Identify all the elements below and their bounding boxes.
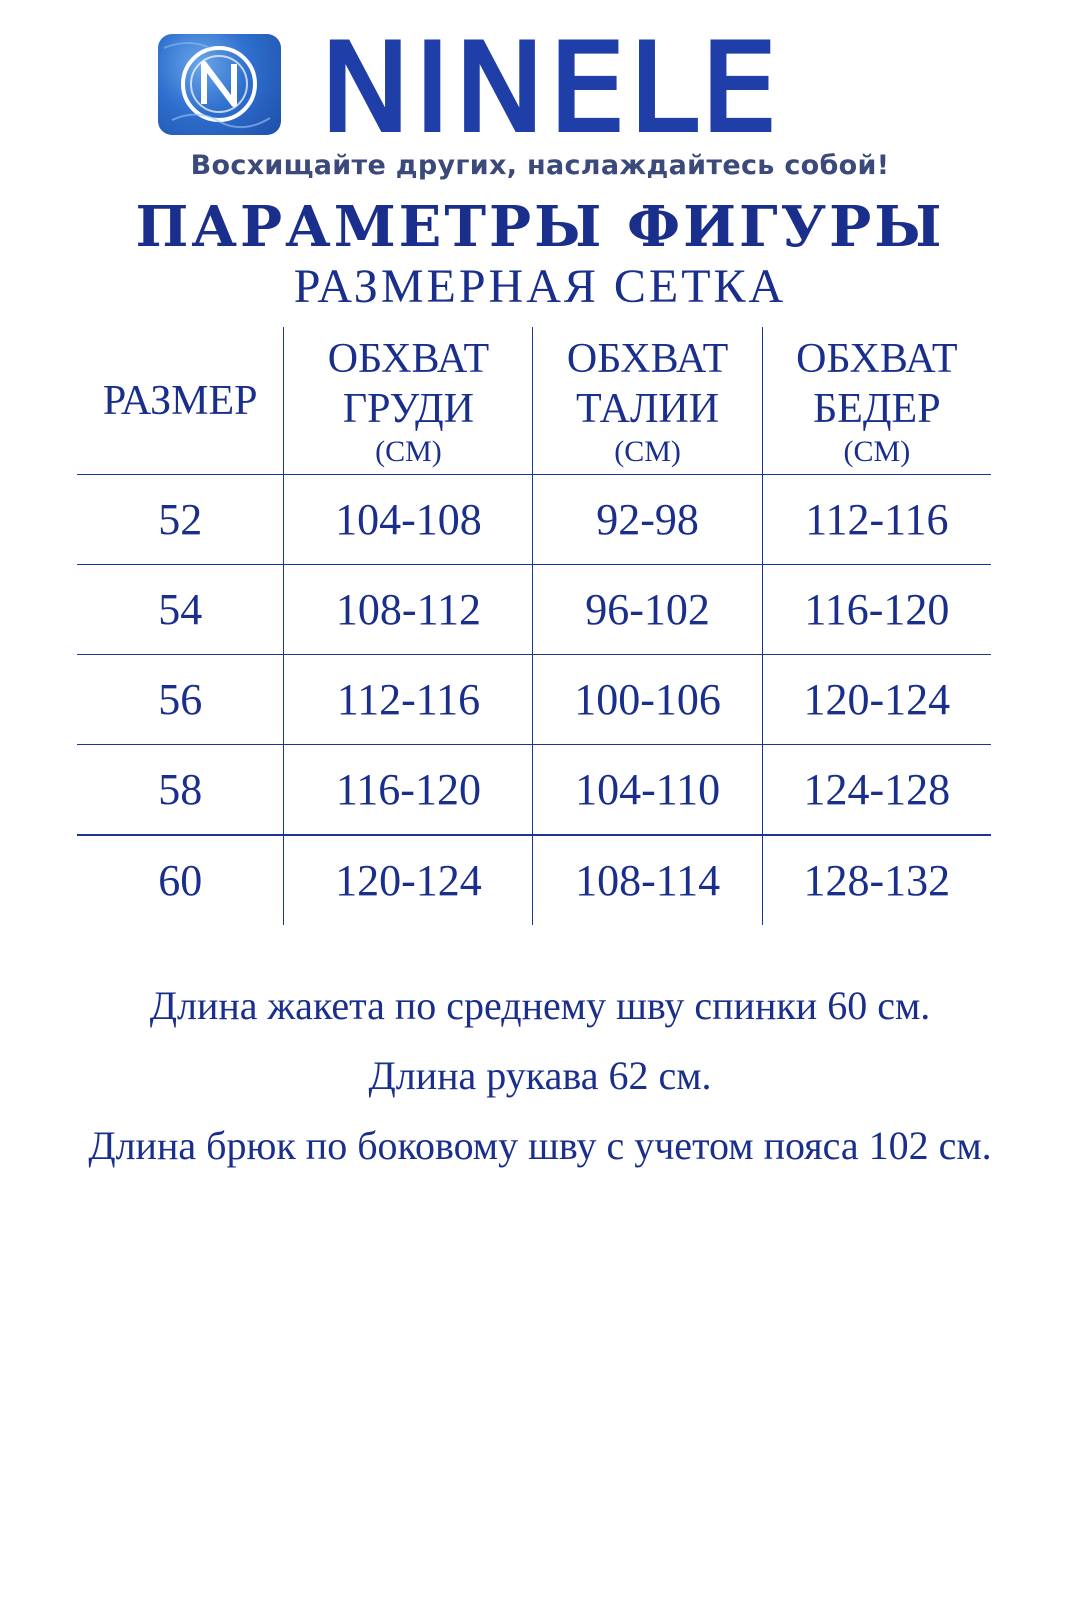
cell-hips: 116-120 bbox=[762, 565, 991, 655]
table-row bbox=[77, 565, 991, 655]
header-chest bbox=[284, 327, 533, 475]
page-subtitle: РАЗМЕРНАЯ СЕТКА bbox=[293, 260, 787, 313]
table-row bbox=[77, 475, 991, 565]
table-row bbox=[77, 835, 991, 925]
header-chest-unit: (СМ) bbox=[375, 434, 442, 468]
cell-chest: 104-108 bbox=[284, 475, 533, 565]
table-row bbox=[77, 655, 991, 745]
header-waist-unit: (СМ) bbox=[614, 434, 681, 468]
ninele-n-badge-icon bbox=[158, 34, 281, 135]
cell-size: 52 bbox=[77, 475, 284, 565]
header-hips-line1: ОБХВАТ bbox=[796, 335, 958, 382]
header-chest-line2: ГРУДИ bbox=[342, 385, 474, 432]
cell-hips: 124-128 bbox=[762, 745, 991, 836]
header-chest-line1: ОБХВАТ bbox=[327, 335, 490, 382]
brand-tagline: Восхищайте других, наслаждайтесь собой! bbox=[190, 150, 890, 181]
header-size-label: РАЗМЕР bbox=[102, 377, 258, 424]
cell-waist: 92-98 bbox=[533, 475, 762, 565]
brand-name: NINELE bbox=[320, 18, 782, 159]
garment-notes bbox=[40, 980, 1040, 1190]
note-trousers-length: Длина брюк по боковому шву с учетом пояса 102 см. bbox=[88, 1123, 992, 1168]
brand-header bbox=[158, 18, 928, 159]
cell-hips: 120-124 bbox=[762, 655, 991, 745]
note-jacket-length: Длина жакета по среднему шву спинки 60 см. bbox=[149, 983, 931, 1028]
table-row bbox=[77, 745, 991, 836]
cell-waist: 100-106 bbox=[533, 655, 762, 745]
size-table bbox=[77, 327, 991, 925]
cell-chest: 116-120 bbox=[284, 745, 533, 836]
page-title: ПАРАМЕТРЫ ФИГУРЫ bbox=[135, 194, 945, 260]
header-hips-line2: БЕДЕР bbox=[813, 385, 941, 432]
table-header-row bbox=[77, 327, 991, 475]
cell-waist: 96-102 bbox=[533, 565, 762, 655]
header-waist-line1: ОБХВАТ bbox=[566, 335, 729, 382]
cell-hips: 128-132 bbox=[762, 835, 991, 925]
cell-chest: 120-124 bbox=[284, 835, 533, 925]
cell-size: 58 bbox=[77, 745, 284, 836]
cell-size: 56 bbox=[77, 655, 284, 745]
cell-waist: 104-110 bbox=[533, 745, 762, 836]
header-hips bbox=[762, 327, 991, 475]
cell-size: 54 bbox=[77, 565, 284, 655]
header-hips-unit: (СМ) bbox=[843, 434, 911, 468]
cell-size: 60 bbox=[158, 856, 203, 905]
cell-waist: 108-114 bbox=[533, 835, 762, 925]
cell-chest: 112-116 bbox=[284, 655, 533, 745]
cell-chest: 108-112 bbox=[284, 565, 533, 655]
header-waist bbox=[533, 327, 762, 475]
note-sleeve-length: Длина рукава 62 см. bbox=[368, 1053, 712, 1098]
header-size bbox=[77, 327, 284, 475]
header-waist-line2: ТАЛИИ bbox=[576, 385, 720, 432]
cell-hips: 112-116 bbox=[762, 475, 991, 565]
